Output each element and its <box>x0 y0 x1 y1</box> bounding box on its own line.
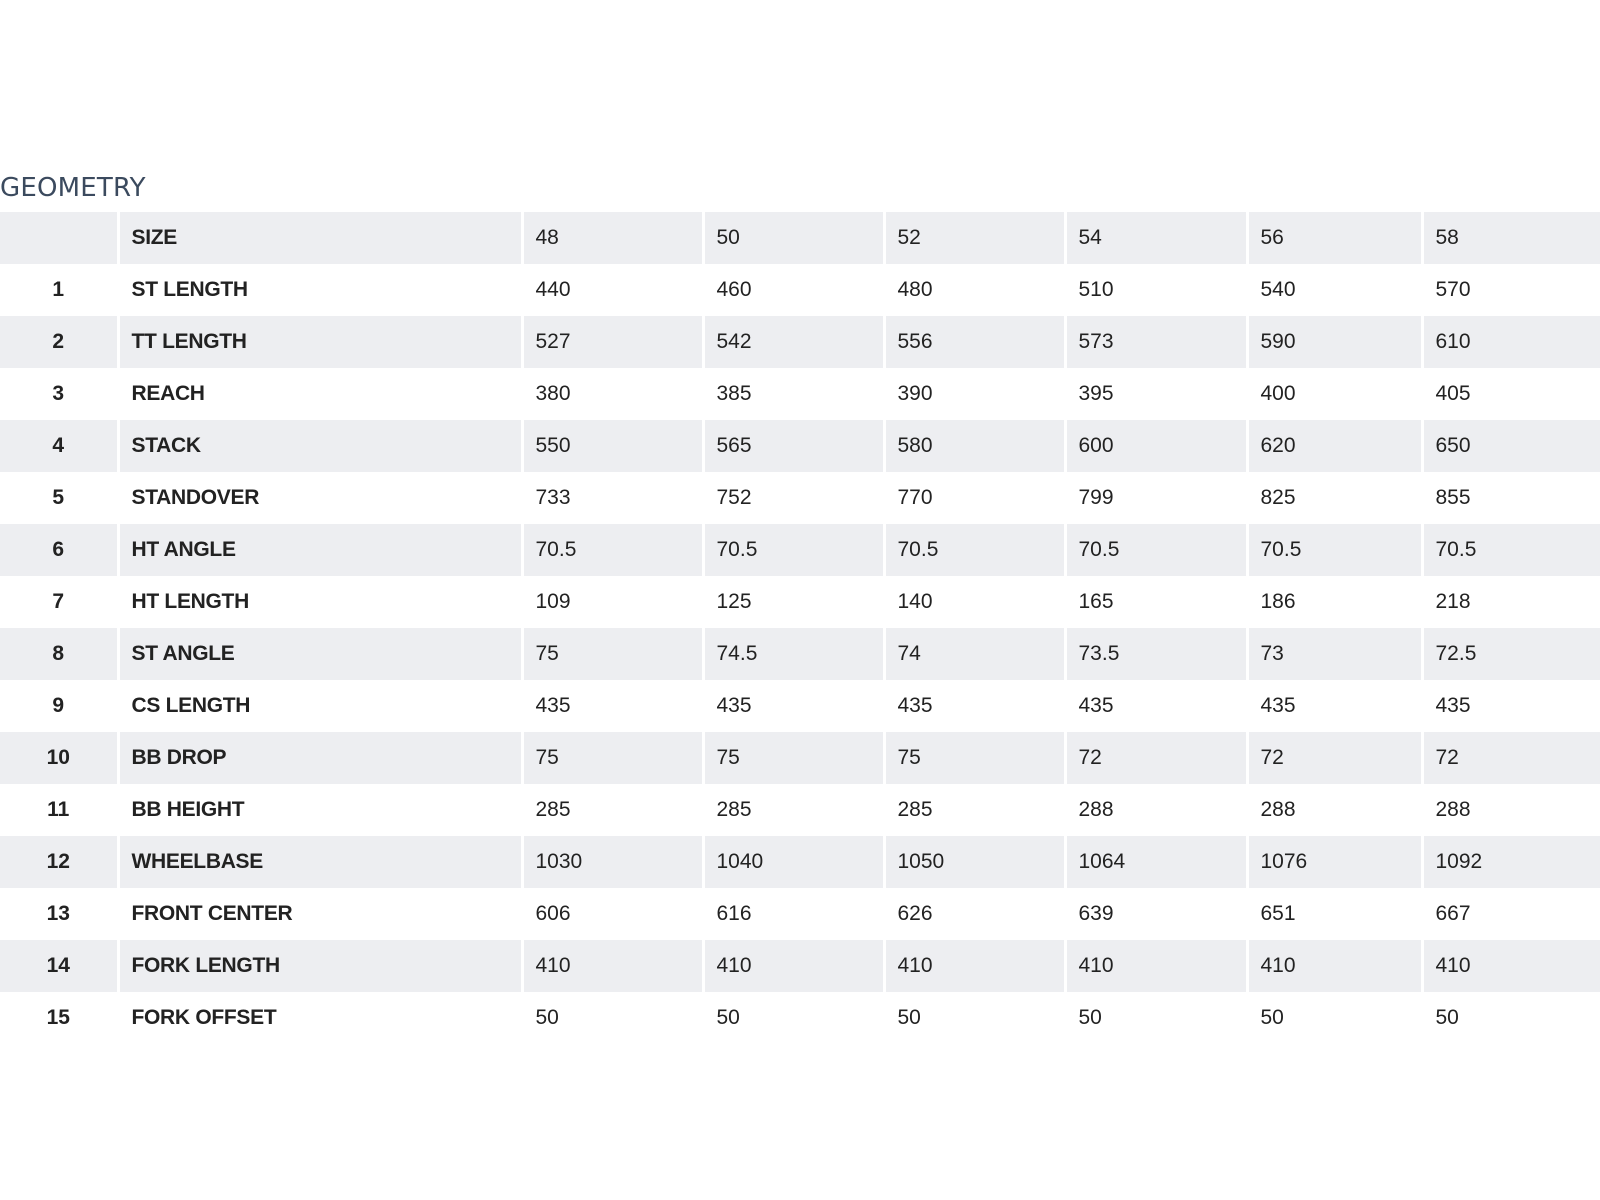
value-cell: 410 <box>1247 940 1422 992</box>
row-number: 15 <box>46 1006 70 1029</box>
row-label: FORK LENGTH <box>118 940 522 992</box>
table-row <box>0 680 1600 732</box>
row-label: WHEELBASE <box>118 836 522 888</box>
table-row <box>0 940 1600 992</box>
row-label: TT LENGTH <box>118 316 522 368</box>
row-label: BB DROP <box>118 732 522 784</box>
value-cell: 410 <box>522 940 703 992</box>
value-cell: 573 <box>1065 316 1247 368</box>
value-cell: 540 <box>1247 264 1422 316</box>
value-cell: 75 <box>522 628 703 680</box>
value-cell: 565 <box>703 420 884 472</box>
value-cell: 650 <box>1422 420 1600 472</box>
value-cell: 395 <box>1065 368 1247 420</box>
geometry-table <box>0 212 1600 1044</box>
value-cell: 165 <box>1065 576 1247 628</box>
row-label: CS LENGTH <box>118 680 522 732</box>
value-cell: 73.5 <box>1065 628 1247 680</box>
value-cell: 218 <box>1422 576 1600 628</box>
value-cell: 590 <box>1247 316 1422 368</box>
size-header: SIZE <box>118 212 522 264</box>
value-cell: 285 <box>703 784 884 836</box>
table-row <box>0 472 1600 524</box>
row-number: 3 <box>52 382 65 405</box>
table-row <box>0 264 1600 316</box>
table-row <box>0 368 1600 420</box>
value-cell: 50 <box>1065 992 1247 1044</box>
size-header-54: 54 <box>1065 212 1247 264</box>
table-row <box>0 576 1600 628</box>
size-header-56: 56 <box>1247 212 1422 264</box>
value-cell: 288 <box>1422 784 1600 836</box>
value-cell: 825 <box>1247 472 1422 524</box>
value-cell: 50 <box>1422 992 1600 1044</box>
value-cell: 527 <box>522 316 703 368</box>
row-number: 12 <box>0 836 118 888</box>
value-cell: 288 <box>1247 784 1422 836</box>
value-cell: 550 <box>522 420 703 472</box>
row-number: 1 <box>52 278 65 301</box>
value-cell: 435 <box>703 680 884 732</box>
value-cell: 285 <box>884 784 1065 836</box>
value-cell: 435 <box>1422 680 1600 732</box>
row-number: 5 <box>52 486 65 509</box>
size-header-52: 52 <box>884 212 1065 264</box>
value-cell: 770 <box>884 472 1065 524</box>
value-cell: 855 <box>1422 472 1600 524</box>
value-cell: 75 <box>884 732 1065 784</box>
value-cell: 435 <box>1065 680 1247 732</box>
value-cell: 610 <box>1422 316 1600 368</box>
value-cell: 410 <box>1065 940 1247 992</box>
value-cell: 75 <box>703 732 884 784</box>
table-row <box>0 888 1600 940</box>
value-cell: 72 <box>1247 732 1422 784</box>
value-cell: 50 <box>884 992 1065 1044</box>
value-cell: 50 <box>522 992 703 1044</box>
value-cell: 72.5 <box>1422 628 1600 680</box>
value-cell: 1030 <box>522 836 703 888</box>
value-cell: 410 <box>884 940 1065 992</box>
value-cell: 380 <box>522 368 703 420</box>
value-cell: 410 <box>1422 940 1600 992</box>
table-row <box>0 628 1600 680</box>
value-cell: 75 <box>522 732 703 784</box>
value-cell: 70.5 <box>1422 524 1600 576</box>
row-label: HT LENGTH <box>118 576 522 628</box>
value-cell: 74 <box>884 628 1065 680</box>
value-cell: 435 <box>884 680 1065 732</box>
value-cell: 616 <box>703 888 884 940</box>
value-cell: 626 <box>884 888 1065 940</box>
row-number: 8 <box>0 628 118 680</box>
table-row <box>0 732 1600 784</box>
row-label: FRONT CENTER <box>118 888 522 940</box>
table-row <box>0 784 1600 836</box>
row-number: 4 <box>0 420 118 472</box>
row-number: 9 <box>52 694 65 717</box>
row-label: ST LENGTH <box>118 264 522 316</box>
value-cell: 510 <box>1065 264 1247 316</box>
value-cell: 385 <box>703 368 884 420</box>
value-cell: 667 <box>1422 888 1600 940</box>
value-cell: 285 <box>522 784 703 836</box>
size-header-48: 48 <box>522 212 703 264</box>
row-number: 6 <box>0 524 118 576</box>
table-row <box>0 836 1600 888</box>
value-cell: 651 <box>1247 888 1422 940</box>
value-cell: 410 <box>703 940 884 992</box>
table-row <box>0 524 1600 576</box>
row-label: REACH <box>118 368 522 420</box>
row-number: 7 <box>52 590 65 613</box>
header-number-cell <box>0 212 118 264</box>
row-label: STACK <box>118 420 522 472</box>
row-label: FORK OFFSET <box>118 992 522 1044</box>
table-row <box>0 992 1600 1044</box>
value-cell: 186 <box>1247 576 1422 628</box>
value-cell: 74.5 <box>703 628 884 680</box>
table-row <box>0 316 1600 368</box>
value-cell: 405 <box>1422 368 1600 420</box>
row-label: ST ANGLE <box>118 628 522 680</box>
value-cell: 140 <box>884 576 1065 628</box>
value-cell: 288 <box>1065 784 1247 836</box>
value-cell: 440 <box>522 264 703 316</box>
row-number: 13 <box>46 902 70 925</box>
value-cell: 480 <box>884 264 1065 316</box>
row-label: STANDOVER <box>118 472 522 524</box>
table-row <box>0 420 1600 472</box>
value-cell: 620 <box>1247 420 1422 472</box>
value-cell: 435 <box>522 680 703 732</box>
value-cell: 400 <box>1247 368 1422 420</box>
value-cell: 70.5 <box>1247 524 1422 576</box>
value-cell: 1076 <box>1247 836 1422 888</box>
row-number: 14 <box>0 940 118 992</box>
value-cell: 50 <box>1247 992 1422 1044</box>
value-cell: 109 <box>522 576 703 628</box>
value-cell: 460 <box>703 264 884 316</box>
row-number: 2 <box>0 316 118 368</box>
size-header-50: 50 <box>703 212 884 264</box>
value-cell: 1064 <box>1065 836 1247 888</box>
table-header-row <box>0 212 1600 264</box>
value-cell: 733 <box>522 472 703 524</box>
size-header-58: 58 <box>1422 212 1600 264</box>
value-cell: 73 <box>1247 628 1422 680</box>
value-cell: 752 <box>703 472 884 524</box>
row-number: 11 <box>47 798 70 821</box>
value-cell: 556 <box>884 316 1065 368</box>
value-cell: 600 <box>1065 420 1247 472</box>
value-cell: 70.5 <box>884 524 1065 576</box>
value-cell: 580 <box>884 420 1065 472</box>
value-cell: 72 <box>1422 732 1600 784</box>
geometry-table-body <box>0 264 1600 1044</box>
row-label: HT ANGLE <box>118 524 522 576</box>
value-cell: 542 <box>703 316 884 368</box>
row-label: BB HEIGHT <box>118 784 522 836</box>
value-cell: 1040 <box>703 836 884 888</box>
value-cell: 50 <box>703 992 884 1044</box>
value-cell: 70.5 <box>703 524 884 576</box>
value-cell: 72 <box>1065 732 1247 784</box>
value-cell: 70.5 <box>1065 524 1247 576</box>
value-cell: 70.5 <box>522 524 703 576</box>
value-cell: 1050 <box>884 836 1065 888</box>
row-number: 10 <box>0 732 118 784</box>
value-cell: 570 <box>1422 264 1600 316</box>
value-cell: 390 <box>884 368 1065 420</box>
page-title: GEOMETRY <box>0 173 146 203</box>
value-cell: 639 <box>1065 888 1247 940</box>
value-cell: 125 <box>703 576 884 628</box>
value-cell: 799 <box>1065 472 1247 524</box>
value-cell: 606 <box>522 888 703 940</box>
value-cell: 1092 <box>1422 836 1600 888</box>
value-cell: 435 <box>1247 680 1422 732</box>
